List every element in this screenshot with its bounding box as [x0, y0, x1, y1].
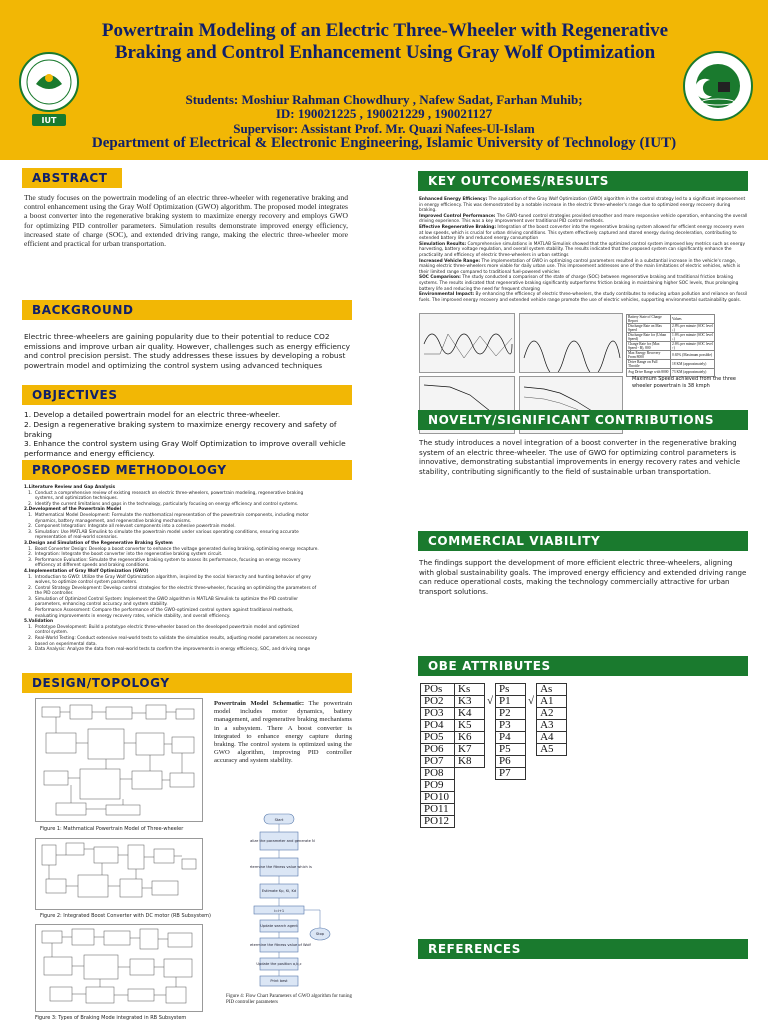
params-row [627, 342, 715, 351]
params-cell: Discharge Rate for (Urban Speed) [627, 333, 671, 342]
obe-cell: A3 [537, 720, 567, 732]
obe-cell [485, 720, 496, 732]
design-heading: DESIGN/TOPOLOGY [22, 673, 352, 693]
figure-2-caption: Figure 2: Integrated Boost Converter with DC motor (RB Subsystem) [40, 913, 211, 919]
background-text: Electric three-wheelers are gaining popularity due to their potential to reduce CO2 emissions and improve urban air quality. However, challenges such as energy efficiency and control precision persist. The study addresses these issues by developing a robust powertrain model and optimizing the control system using advanced techniques [24, 332, 351, 370]
abstract-heading: ABSTRACT [22, 168, 122, 188]
objective-item: 3. Enhance the control system using Gray Wolf Optimization to improve overall vehicle performance and energy efficiency. [24, 439, 346, 459]
obe-row [421, 744, 567, 756]
methodology-line: 1. Boost Converter Design: Develop a boost converter to enhance the voltage generated during braking, optimizing energy recapture. [24, 546, 319, 552]
flow-update-agent: Update search agent [260, 924, 298, 928]
methodology-line: evaluating improvements in energy recovery rates, vehicle stability, and overall efficiency. [24, 613, 231, 619]
figure-1-caption: Figure 1: Mathmatical Powertrain Model of Three-wheeler [40, 826, 184, 832]
obe-row [421, 756, 567, 768]
figure-4-caption: Figure 4: Flow Chart Parameters of GWO algorithm for tuning PID controller parameters [226, 994, 352, 1005]
outcome-text: The implementation of GWO in optimizing control parameters resulted in a substantial increase in the vehicle's range, making electric three-wheelers more viable for daily urban use. This improvement addresses one of the main limitations of electric vehicles, which is their limited range compared to traditional fuel-powered vehicles [419, 258, 741, 275]
obe-cell: P6 [496, 756, 526, 768]
obe-cell [537, 804, 567, 816]
obe-cell: P1 [496, 696, 526, 708]
novelty-text: The study introduces a novel integration of a boost converter in the regenerative braking system of an electric three-wheeler. The use of GWO for optimizing control parameters is innovative, demonstrating substantial improvements in energy recovery rates and vehicle stability, contributing significantly to the field of sustainable urban transportation. [419, 438, 741, 476]
obe-cell: PO3 [421, 708, 455, 720]
outcome-item [419, 292, 749, 303]
department-line: Department of Electrical & Electronic Engineering, Islamic University of Technology (IUT) [91, 135, 677, 151]
outcome-item [419, 275, 749, 292]
obe-cell: PO2 [421, 696, 455, 708]
methodology-line: 2.Development of the Powertrain Model [24, 507, 122, 513]
methodology-line: 3. Simulation: Use MATLAB Simulink to simulate the powertrain model under various operating conditions, ensuring accurate [24, 529, 299, 535]
methodology-line: dynamics, battery management, and regenerative braking mechanisms. [24, 518, 192, 524]
obe-cell: K5 [455, 720, 485, 732]
methodology-line: 3.Design and Simulation of the Regenerative Braking System [24, 540, 173, 546]
methodology-line: parameters, enhancing control accuracy and system stability. [24, 602, 168, 608]
obe-cell [455, 792, 485, 804]
methodology-line: 4.Implementation of Gray Wolf Optimization (GWO) [24, 568, 149, 574]
params-cell: 73 KM (approximately) [671, 369, 715, 377]
obe-cell: √ [487, 695, 494, 707]
params-row [627, 333, 715, 342]
params-cell: Discharge Rate on Max Speed [627, 324, 671, 333]
obe-cell [496, 804, 526, 816]
methodology-line: 2. Integration: Integrate the boost converter into the regenerative braking system circuit. [24, 552, 223, 558]
obe-cell [526, 720, 537, 732]
obe-row [421, 804, 567, 816]
outcome-item [419, 214, 749, 225]
objective-item: 2. Design a regenerative braking system to maximize energy recovery and safety of braking [24, 419, 337, 439]
obe-cell [455, 804, 485, 816]
methodology-line: 1. Conduct a comprehensive review of existing research on electric three-wheelers, powertrain modeling, regenerative braking [24, 490, 304, 496]
obe-cell [485, 708, 496, 720]
obe-header-cell: Ps [496, 684, 526, 696]
obe-cell: P2 [496, 708, 526, 720]
obe-cell: PO4 [421, 720, 455, 732]
obe-attributes-table [420, 683, 567, 828]
methodology-line: 2. Component Integration: Integrate all relevant components into a cohesive powertrain model. [24, 524, 236, 530]
outcome-label: Enhanced Energy Efficiency: [419, 197, 488, 202]
outcome-label: Increased Vehicle Range: [419, 258, 481, 264]
obe-heading: OBE ATTRIBUTES [418, 656, 748, 676]
figure-3-braking-modes [35, 924, 203, 1012]
params-cell: Values [671, 315, 715, 324]
obe-cell: P5 [496, 744, 526, 756]
references-heading: REFERENCES [418, 939, 748, 959]
methodology-line: wolves, to optimize control system parameters. [24, 580, 138, 586]
methodology-line: 3. Performance Evaluation: Simulate the regenerative braking system to assess its performance, focusing on energy recovery [24, 557, 301, 563]
obe-cell: P4 [496, 732, 526, 744]
params-cell: Drive Range on Full Throttle [627, 360, 671, 369]
svg-text:IUT: IUT [41, 116, 57, 125]
oic-logo [682, 50, 754, 122]
obe-cell [537, 792, 567, 804]
params-row [627, 351, 715, 360]
params-cell: 1.6% per minute (SOC level ↓) [672, 333, 713, 341]
methodology-line: 2. Real-World Testing: Conduct extensive real-world tests to validate the simulation results, adjusting model parameters as necessary [24, 636, 318, 642]
params-cell: Charge Rate for (Max Speed - B), 800 [627, 342, 671, 351]
params-cell: 18 KM (approximately) [671, 360, 715, 369]
obe-cell [526, 708, 537, 720]
outcome-text: The study conducted a comparison of the state of charge (SOC) between regenerative braking and traditional friction braking systems. The results indicated that regenerative braking significantly outperforms friction braking in maintaining higher SOC levels, thus prolonging battery life and reducing the need for frequent charging [419, 275, 739, 292]
obe-cell: K8 [455, 756, 485, 768]
obe-row [421, 696, 567, 708]
outcome-label: SOC Comparison: [419, 275, 461, 281]
obe-cell: PO12 [421, 816, 455, 828]
obe-header-cell: POs [421, 684, 455, 696]
figure-4-flowchart [250, 812, 350, 990]
params-cell: Avg Drive Range with 8000 [627, 369, 671, 377]
obe-row [421, 792, 567, 804]
objectives-heading: OBJECTIVES [22, 385, 352, 405]
obe-cell: PO5 [421, 732, 455, 744]
obe-header-row [421, 684, 567, 696]
params-cell: 0.65% (Maximum possible) [671, 351, 715, 360]
schematic-text: The powertrain model includes motor dynamics, battery management, and regenerative braking mechanisms in a subsystem. There A boost converter is integrated to enhance energy capture during braking. The control system is optimized using the GWO algorithm, improving PID controller accuracy and system stability. [214, 700, 353, 765]
flow-stop: Stop [315, 932, 325, 936]
outcome-text: Integration of the boost converter into the regenerative braking system allowed for efficient energy recovery even at low speeds, which is crucial for urban driving conditions. This system effectively captured and stored energy during deceleration, contributing to extended battery life and reduced energy consumption [419, 224, 745, 242]
obe-cell [485, 804, 496, 816]
poster-header [0, 0, 768, 160]
soc-parameters-table [626, 314, 715, 377]
methodology-line: 2. Control Strategy Development: Develop control strategies for the electric three-wheeler, focusing on optimizing the parameters of [24, 585, 317, 591]
obe-cell [526, 816, 537, 828]
abstract-text: The study focuses on the powertrain modeling of an electric three-wheeler with regenerative braking and control enhancement using the Gray Wolf Optimization (GWO) algorithm. The proposed model integrates a boost converter into the regenerative braking system to maximize energy recovery and employs GWO for optimizing PID controller parameters. Simulation results demonstrate improved energy efficiency, increased state of charge (SOC), and extended driving range, making the electric three-wheeler more efficient and practical for urban transportation. [24, 193, 348, 249]
obe-row [421, 720, 567, 732]
obe-cell [526, 804, 537, 816]
obe-cell: PO9 [421, 780, 455, 792]
methodology-line: systems, and optimization techniques. [24, 496, 119, 502]
obe-cell: PO10 [421, 792, 455, 804]
methodology-line: 2. Identify the current limitations and gaps in the technology, particularly focusing on energy efficiency and control systems. [24, 501, 299, 507]
methodology-line: 1. Mathematical Model Development: Formulate the mathematical representation of the powertrain components, including motor [24, 512, 309, 518]
obe-cell [485, 756, 496, 768]
obe-header-cell [526, 684, 537, 696]
obe-cell: PO6 [421, 744, 455, 756]
commercial-heading: COMMERCIAL VIABILITY [418, 531, 748, 551]
obe-row [421, 816, 567, 828]
obe-cell: PO8 [421, 768, 455, 780]
figure-1-powertrain-model [35, 698, 203, 822]
methodology-line: representation of real-world scenarios. [24, 535, 118, 541]
figure-2-boost-converter [35, 838, 203, 910]
obe-cell [496, 792, 526, 804]
params-cell: Battery State of Charge Report [627, 315, 671, 324]
obe-cell: K6 [455, 732, 485, 744]
outcome-item [419, 197, 749, 214]
params-row [627, 324, 715, 333]
max-speed-note: Maximum Speed achieved from the three wheeler powertrain is 38 kmph [632, 376, 736, 389]
outcome-text: The application of the Gray Wolf Optimization (GWO) algorithm in the control strategy led to a significant improvement in energy efficiency. This was demonstrated by a notable increase in the electric three-wheeler's range due to optimized energy recovery during braking. [419, 197, 746, 214]
params-row [627, 360, 715, 369]
obe-header-cell: Ks [455, 684, 485, 696]
obe-cell [485, 744, 496, 756]
outcomes-list [419, 197, 749, 303]
poster-title: Powertrain Modeling of an Electric Three-Wheeler with Regenerative Braking and Control Enhancement Using Gray Wolf Optimization [101, 20, 669, 63]
outcome-text: By enhancing the efficiency of electric three-wheelers, the study contributes to reducing urban pollution and reliance on fossil fuels. The improved energy recovery and extended vehicle range promote the use of electric vehicles, supporting environmental sustainability goals. [419, 292, 748, 303]
methodology-heading: PROPOSED METHODOLOGY [22, 460, 352, 480]
schematic-description [214, 700, 352, 766]
outcome-text: Comprehensive simulations in MATLAB Simulink showed that the optimized control system improved key metrics such as energy harvesting, battery voltage regulation, and overall system stability. The results indicated that the proposed system can significantly enhance the practicality and efficiency of electric three-wheelers in urban settings [419, 241, 745, 258]
obe-row [421, 780, 567, 792]
obe-cell [526, 756, 537, 768]
methodology-line: 1.Literature Review and Gap Analysis [24, 485, 116, 490]
methodology-list [24, 485, 354, 653]
objective-item: 1. Develop a detailed powertrain model for an electric three-wheeler. [24, 410, 281, 419]
params-cell: 2.8% per minute (SOC level ↓) [672, 324, 713, 332]
params-cell: 2.6% per minute (SOC level ↑) [672, 342, 713, 350]
obe-cell: A4 [537, 732, 567, 744]
obe-cell: P7 [496, 768, 526, 780]
obe-cell: PO7 [421, 756, 455, 768]
obe-cell: K7 [455, 744, 485, 756]
obe-cell: A5 [537, 744, 567, 756]
obe-row [421, 768, 567, 780]
outcome-text: The GWO-tuned control strategies provided smoother and more responsive vehicle operation, enhancing the overall driving experience. This was a key improvement over traditional PID control methods. [419, 213, 748, 225]
result-chart-2 [519, 313, 623, 373]
obe-cell [496, 816, 526, 828]
methodology-line: 4. Performance Assessment: Compare the performance of the GWO-optimized control system against traditional methods, [24, 608, 294, 614]
methodology-line: 3. Simulation of Optimized Control System: Implement the GWO algorithm in MATLAB Simulink to optimize the PID controller [24, 596, 299, 602]
obe-cell [537, 768, 567, 780]
background-heading: BACKGROUND [22, 300, 352, 320]
obe-cell: K4 [455, 708, 485, 720]
methodology-line: control system. [24, 630, 69, 636]
obe-cell: K3 [455, 696, 485, 708]
obe-cell: P3 [496, 720, 526, 732]
obe-cell: PO11 [421, 804, 455, 816]
schematic-title: Powertrain Model Schematic: [214, 700, 305, 707]
flow-estimate: Estimate Kp, Ki, Kd [261, 889, 297, 893]
objectives-list [24, 410, 354, 459]
result-chart-1 [419, 313, 515, 373]
outcome-label: Effective Regenerative Braking: [419, 224, 497, 230]
obe-cell [455, 780, 485, 792]
outcomes-heading: KEY OUTCOMES/RESULTS [418, 171, 748, 191]
obe-header-cell: As [537, 684, 567, 696]
flow-wolf-fitness: Determine the fitness value of Wolf [250, 943, 311, 947]
ids-line: ID: 190021225 , 190021229 , 190021127 [275, 106, 493, 121]
supervisor-line: Supervisor: Assistant Prof. Mr. Quazi Nafees-Ul-Islam [233, 121, 535, 136]
outcome-label: Improved Control Performance: [419, 213, 496, 219]
methodology-line: 1. Prototype Development: Build a prototype electric three-wheeler based on the developed powertrain model and optimized [24, 624, 300, 630]
obe-cell: A2 [537, 708, 567, 720]
obe-cell [455, 768, 485, 780]
obe-cell [485, 792, 496, 804]
obe-cell: √ [528, 695, 535, 707]
methodology-line: 5.Validation [24, 619, 54, 625]
outcome-label: Simulation Results: [419, 241, 467, 247]
novelty-heading: NOVELTY/SIGNIFICANT CONTRIBUTIONS [418, 410, 748, 430]
obe-cell [455, 816, 485, 828]
obe-row [421, 708, 567, 720]
outcome-item [419, 242, 749, 259]
commercial-text: The findings support the development of more efficient electric three-wheelers, aligning with global sustainability goals. The improved energy efficiency and extended driving range can reduce operational costs, making the technology commercially attractive for urban transport solutions. [419, 558, 747, 596]
methodology-line: efficiency at different speeds and braking conditions. [24, 563, 150, 569]
flow-increment: i=i+1 [273, 909, 285, 913]
flow-initialize: Initialize the parameter and generate N [250, 839, 315, 843]
methodology-line: 1. Introduction to GWO: Utilize the Gray Wolf Optimization algorithm, inspired by the social hierarchy and hunting behavior of grey [24, 574, 311, 580]
obe-cell [526, 780, 537, 792]
obe-cell [526, 768, 537, 780]
obe-header-cell [485, 684, 496, 696]
flow-update-position: Update the position a,b,c [256, 962, 302, 966]
obe-cell [485, 780, 496, 792]
params-row [627, 315, 715, 324]
outcome-label: Environmental Impact: [419, 292, 475, 298]
students-line: Students: Moshiur Rahman Chowdhury , Nafew Sadat, Farhan Muhib; [185, 92, 583, 107]
obe-cell [496, 780, 526, 792]
flow-print-best: Print best [270, 979, 288, 983]
figure-3-caption: Figure 3: Types of Braking Mode integrated in RB Subsystem [35, 1015, 187, 1021]
obe-cell [537, 756, 567, 768]
outcome-item [419, 259, 749, 276]
obe-cell [485, 816, 496, 828]
flow-fitness: Determine the fitness value which is [250, 865, 312, 869]
obe-cell [537, 780, 567, 792]
obe-cell [537, 816, 567, 828]
obe-cell [526, 744, 537, 756]
flow-start: Start [274, 818, 284, 822]
methodology-line: the PID controller. [24, 591, 74, 597]
methodology-line: 3. Data Analysis: Analyze the data from real-world tests to confirm the improvements in energy efficiency, SOC, and driving range [24, 647, 311, 653]
obe-cell: A1 [537, 696, 567, 708]
obe-cell [485, 768, 496, 780]
obe-cell [526, 732, 537, 744]
params-cell: Max Energy Recovery From 8000 [627, 351, 671, 360]
outcome-item [419, 225, 749, 242]
obe-row [421, 732, 567, 744]
methodology-line: based on experimental data. [24, 641, 97, 647]
obe-cell [526, 792, 537, 804]
obe-cell [485, 732, 496, 744]
